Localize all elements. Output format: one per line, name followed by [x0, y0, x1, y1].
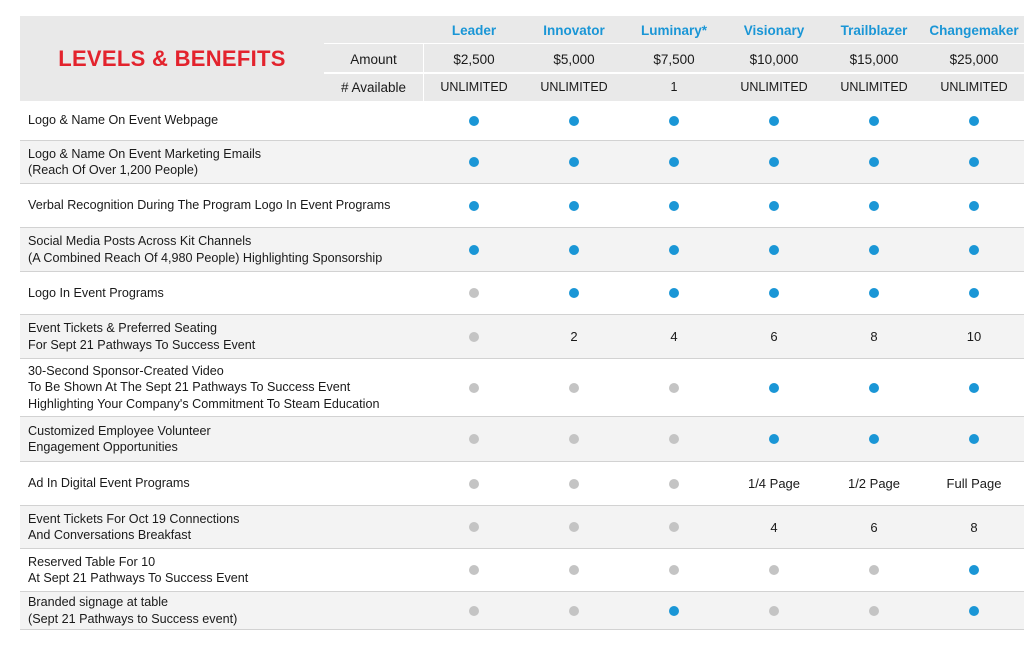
- benefit-value: 6: [870, 519, 878, 535]
- included-dot-icon: [869, 434, 879, 444]
- benefit-label: [28, 228, 438, 271]
- benefit-label-line: Event Tickets For Oct 19 Connections: [28, 511, 240, 526]
- tier-changemaker: Changemaker: [929, 22, 1019, 38]
- benefit-cell: [524, 506, 624, 548]
- benefit-label-line: Logo & Name On Event Marketing Emails: [28, 146, 262, 161]
- benefit-cell: [924, 141, 1024, 183]
- included-dot-icon: [769, 434, 779, 444]
- not-included-dot-icon: [469, 565, 479, 575]
- not-included-dot-icon: [869, 606, 879, 616]
- not-included-dot-icon: [569, 383, 579, 393]
- not-included-dot-icon: [669, 434, 679, 444]
- benefit-cell: [624, 184, 724, 227]
- included-dot-icon: [569, 157, 579, 167]
- benefit-value: 10: [966, 329, 982, 344]
- table-row: [20, 506, 1024, 549]
- not-included-dot-icon: [669, 383, 679, 393]
- included-dot-icon: [769, 157, 779, 167]
- benefit-cell: [724, 549, 824, 591]
- included-dot-icon: [569, 201, 579, 211]
- included-dot-icon: [869, 288, 879, 298]
- benefit-cell: [924, 417, 1024, 461]
- available-innovator: UNLIMITED: [540, 80, 608, 94]
- amount-changemaker: $25,000: [949, 51, 999, 67]
- benefit-cell: [524, 101, 624, 140]
- benefit-cell: [524, 272, 624, 314]
- benefit-value: 4: [770, 519, 778, 535]
- benefit-value: 1/4 Page: [747, 476, 801, 491]
- benefit-cell: [624, 359, 724, 416]
- benefit-label-line: At Sept 21 Pathways To Success Event: [28, 571, 249, 585]
- included-dot-icon: [969, 606, 979, 616]
- amount-innovator: $5,000: [553, 51, 595, 67]
- amount-trailblazer: $15,000: [849, 51, 899, 67]
- tier-visionary: Visionary: [743, 22, 805, 38]
- benefit-label: [28, 506, 438, 548]
- benefit-cell: [424, 462, 524, 505]
- not-included-dot-icon: [769, 565, 779, 575]
- tier-trailblazer: Trailblazer: [840, 22, 908, 38]
- included-dot-icon: [669, 157, 679, 167]
- benefit-cell: [424, 315, 524, 358]
- benefit-cell: [524, 592, 624, 629]
- page-title: LEVELS & BENEFITS: [58, 45, 286, 71]
- not-included-dot-icon: [569, 606, 579, 616]
- benefit-label-line: For Sept 21 Pathways To Success Event: [28, 337, 256, 352]
- not-included-dot-icon: [469, 434, 479, 444]
- benefit-cell: [624, 141, 724, 183]
- benefit-cell: [724, 101, 824, 140]
- benefit-cell: [724, 141, 824, 183]
- available-leader: UNLIMITED: [440, 80, 508, 94]
- included-dot-icon: [569, 245, 579, 255]
- included-dot-icon: [769, 116, 779, 126]
- benefit-cell: [524, 228, 624, 271]
- tier-innovator: Innovator: [543, 22, 605, 38]
- benefit-cell: [724, 417, 824, 461]
- included-dot-icon: [969, 565, 979, 575]
- table-row: [20, 228, 1024, 272]
- available-label: # Available: [340, 79, 407, 95]
- not-included-dot-icon: [469, 288, 479, 298]
- included-dot-icon: [469, 157, 479, 167]
- benefit-label-line: Logo In Event Programs: [28, 285, 164, 300]
- benefit-label-line: Ad In Digital Event Programs: [28, 476, 190, 491]
- benefit-cell: [924, 272, 1024, 314]
- benefit-label-line: Reserved Table For 10: [28, 554, 156, 569]
- included-dot-icon: [969, 201, 979, 211]
- benefit-cell: [924, 228, 1024, 271]
- table-row: [20, 101, 1024, 141]
- included-dot-icon: [769, 288, 779, 298]
- available-visionary: UNLIMITED: [740, 80, 808, 94]
- benefit-cell: [824, 101, 924, 140]
- benefit-cell: [724, 184, 824, 227]
- benefit-cell: [924, 184, 1024, 227]
- benefit-value: 1/2 Page: [847, 476, 901, 491]
- benefit-value: 8: [970, 519, 978, 535]
- included-dot-icon: [769, 201, 779, 211]
- table-row: [20, 184, 1024, 228]
- not-included-dot-icon: [569, 434, 579, 444]
- benefit-label: [28, 462, 438, 505]
- available-changemaker: UNLIMITED: [940, 80, 1008, 94]
- benefit-cell: [924, 101, 1024, 140]
- available-luminary: 1: [670, 80, 678, 94]
- tier-luminary: Luminary*: [640, 22, 708, 38]
- tier-leader: Leader: [451, 22, 497, 38]
- benefit-label: [28, 549, 438, 591]
- benefit-cell: [724, 359, 824, 416]
- benefit-label: [28, 184, 438, 227]
- benefit-cell: [824, 359, 924, 416]
- included-dot-icon: [969, 245, 979, 255]
- benefit-label-line: Verbal Recognition During The Program Logo In Event Programs: [28, 198, 391, 213]
- amount-visionary: $10,000: [749, 51, 799, 67]
- benefit-label-line: (A Combined Reach Of 4,980 People) Highlighting Sponsorship: [28, 250, 383, 265]
- not-included-dot-icon: [569, 522, 579, 532]
- benefit-cell: [624, 462, 724, 505]
- benefit-cell: [424, 506, 524, 548]
- amount-label: Amount: [350, 51, 397, 67]
- benefit-cell: [524, 141, 624, 183]
- not-included-dot-icon: [769, 606, 779, 616]
- header-divider: [324, 72, 1024, 74]
- benefit-cell: [924, 315, 1024, 358]
- benefit-label: [28, 141, 438, 183]
- table-row: [20, 141, 1024, 184]
- benefit-cell: [524, 549, 624, 591]
- benefit-cell: [624, 592, 724, 629]
- benefit-cell: [424, 549, 524, 591]
- benefit-cell: [524, 315, 624, 358]
- benefit-value: Full Page: [946, 476, 1002, 491]
- included-dot-icon: [769, 245, 779, 255]
- table-row: [20, 315, 1024, 359]
- included-dot-icon: [669, 288, 679, 298]
- benefit-label: [28, 101, 438, 140]
- table-row: [20, 272, 1024, 315]
- not-included-dot-icon: [469, 522, 479, 532]
- amount-leader: $2,500: [453, 51, 495, 67]
- benefit-label-line: Highlighting Your Company's Commitment To Steam Education: [28, 396, 380, 411]
- benefit-cell: [824, 315, 924, 358]
- table-row: [20, 359, 1024, 417]
- benefit-cell: [924, 592, 1024, 629]
- benefit-label-line: To Be Shown At The Sept 21 Pathways To Success Event: [28, 380, 351, 395]
- included-dot-icon: [869, 201, 879, 211]
- included-dot-icon: [469, 245, 479, 255]
- benefit-cell: [624, 506, 724, 548]
- benefit-label-line: Social Media Posts Across Kit Channels: [28, 234, 252, 248]
- benefit-cell: [524, 184, 624, 227]
- benefit-cell: [524, 417, 624, 461]
- not-included-dot-icon: [669, 565, 679, 575]
- not-included-dot-icon: [669, 479, 679, 489]
- benefit-cell: [924, 359, 1024, 416]
- benefit-value: 8: [870, 329, 878, 344]
- benefit-cell: [824, 141, 924, 183]
- benefit-cell: [524, 359, 624, 416]
- table-row: [20, 417, 1024, 462]
- included-dot-icon: [469, 201, 479, 211]
- included-dot-icon: [969, 157, 979, 167]
- included-dot-icon: [969, 116, 979, 126]
- amount-luminary: $7,500: [653, 51, 695, 67]
- benefit-label: [28, 592, 438, 629]
- benefit-cell: [624, 228, 724, 271]
- benefit-label-line: Logo & Name On Event Webpage: [28, 113, 219, 128]
- benefit-cell: [724, 272, 824, 314]
- benefit-cell: [824, 462, 924, 505]
- table-row: [20, 549, 1024, 592]
- benefit-cell: [824, 549, 924, 591]
- included-dot-icon: [669, 116, 679, 126]
- available-trailblazer: UNLIMITED: [840, 80, 908, 94]
- included-dot-icon: [569, 116, 579, 126]
- benefit-label-line: Event Tickets & Preferred Seating: [28, 321, 217, 335]
- benefit-label-line: Branded signage at table: [28, 595, 169, 609]
- benefit-cell: [624, 417, 724, 461]
- included-dot-icon: [669, 245, 679, 255]
- benefit-cell: [724, 592, 824, 629]
- benefit-cell: [424, 592, 524, 629]
- benefit-cell: [924, 462, 1024, 505]
- benefit-cell: [724, 228, 824, 271]
- not-included-dot-icon: [569, 479, 579, 489]
- benefit-cell: [424, 141, 524, 183]
- not-included-dot-icon: [469, 479, 479, 489]
- benefit-label: [28, 417, 438, 461]
- not-included-dot-icon: [669, 522, 679, 532]
- benefit-cell: [424, 184, 524, 227]
- benefit-cell: [624, 101, 724, 140]
- benefit-value: 6: [770, 329, 778, 344]
- benefit-cell: [824, 272, 924, 314]
- benefit-cell: [824, 592, 924, 629]
- benefit-label: [28, 315, 438, 358]
- header-divider: [423, 44, 424, 101]
- benefit-value: 4: [670, 329, 678, 344]
- benefit-cell: [424, 417, 524, 461]
- benefit-label: [28, 272, 438, 314]
- not-included-dot-icon: [469, 606, 479, 616]
- benefit-label-line: Customized Employee Volunteer: [28, 423, 211, 438]
- benefit-cell: [724, 506, 824, 548]
- included-dot-icon: [869, 383, 879, 393]
- included-dot-icon: [769, 383, 779, 393]
- benefit-value: 2: [570, 329, 578, 344]
- benefit-cell: [824, 228, 924, 271]
- table-row: [20, 462, 1024, 506]
- benefit-cell: [724, 315, 824, 358]
- included-dot-icon: [969, 434, 979, 444]
- benefit-cell: [924, 506, 1024, 548]
- benefit-cell: [624, 549, 724, 591]
- included-dot-icon: [469, 116, 479, 126]
- benefit-cell: [424, 101, 524, 140]
- title-cell: [20, 16, 324, 101]
- included-dot-icon: [869, 245, 879, 255]
- benefit-cell: [524, 462, 624, 505]
- included-dot-icon: [969, 383, 979, 393]
- benefit-label: [28, 359, 438, 416]
- not-included-dot-icon: [469, 332, 479, 342]
- benefit-cell: [824, 506, 924, 548]
- included-dot-icon: [869, 157, 879, 167]
- benefit-label-line: And Conversations Breakfast: [28, 528, 192, 542]
- not-included-dot-icon: [569, 565, 579, 575]
- benefit-cell: [924, 549, 1024, 591]
- not-included-dot-icon: [869, 565, 879, 575]
- benefit-label-line: (Sept 21 Pathways to Success event): [28, 611, 238, 626]
- benefit-cell: [624, 272, 724, 314]
- benefit-cell: [824, 417, 924, 461]
- benefit-cell: [424, 272, 524, 314]
- included-dot-icon: [969, 288, 979, 298]
- benefit-cell: [624, 315, 724, 358]
- benefit-cell: [424, 228, 524, 271]
- benefit-label-line: Engagement Opportunities: [28, 440, 178, 454]
- header-divider: [324, 43, 1024, 44]
- benefit-cell: [824, 184, 924, 227]
- included-dot-icon: [569, 288, 579, 298]
- included-dot-icon: [669, 201, 679, 211]
- benefit-label-line: 30-Second Sponsor-Created Video: [28, 363, 224, 378]
- benefit-cell: [724, 462, 824, 505]
- not-included-dot-icon: [469, 383, 479, 393]
- included-dot-icon: [869, 116, 879, 126]
- included-dot-icon: [669, 606, 679, 616]
- table-row: [20, 592, 1024, 630]
- benefit-label-line: (Reach Of Over 1,200 People): [28, 163, 199, 177]
- benefit-cell: [424, 359, 524, 416]
